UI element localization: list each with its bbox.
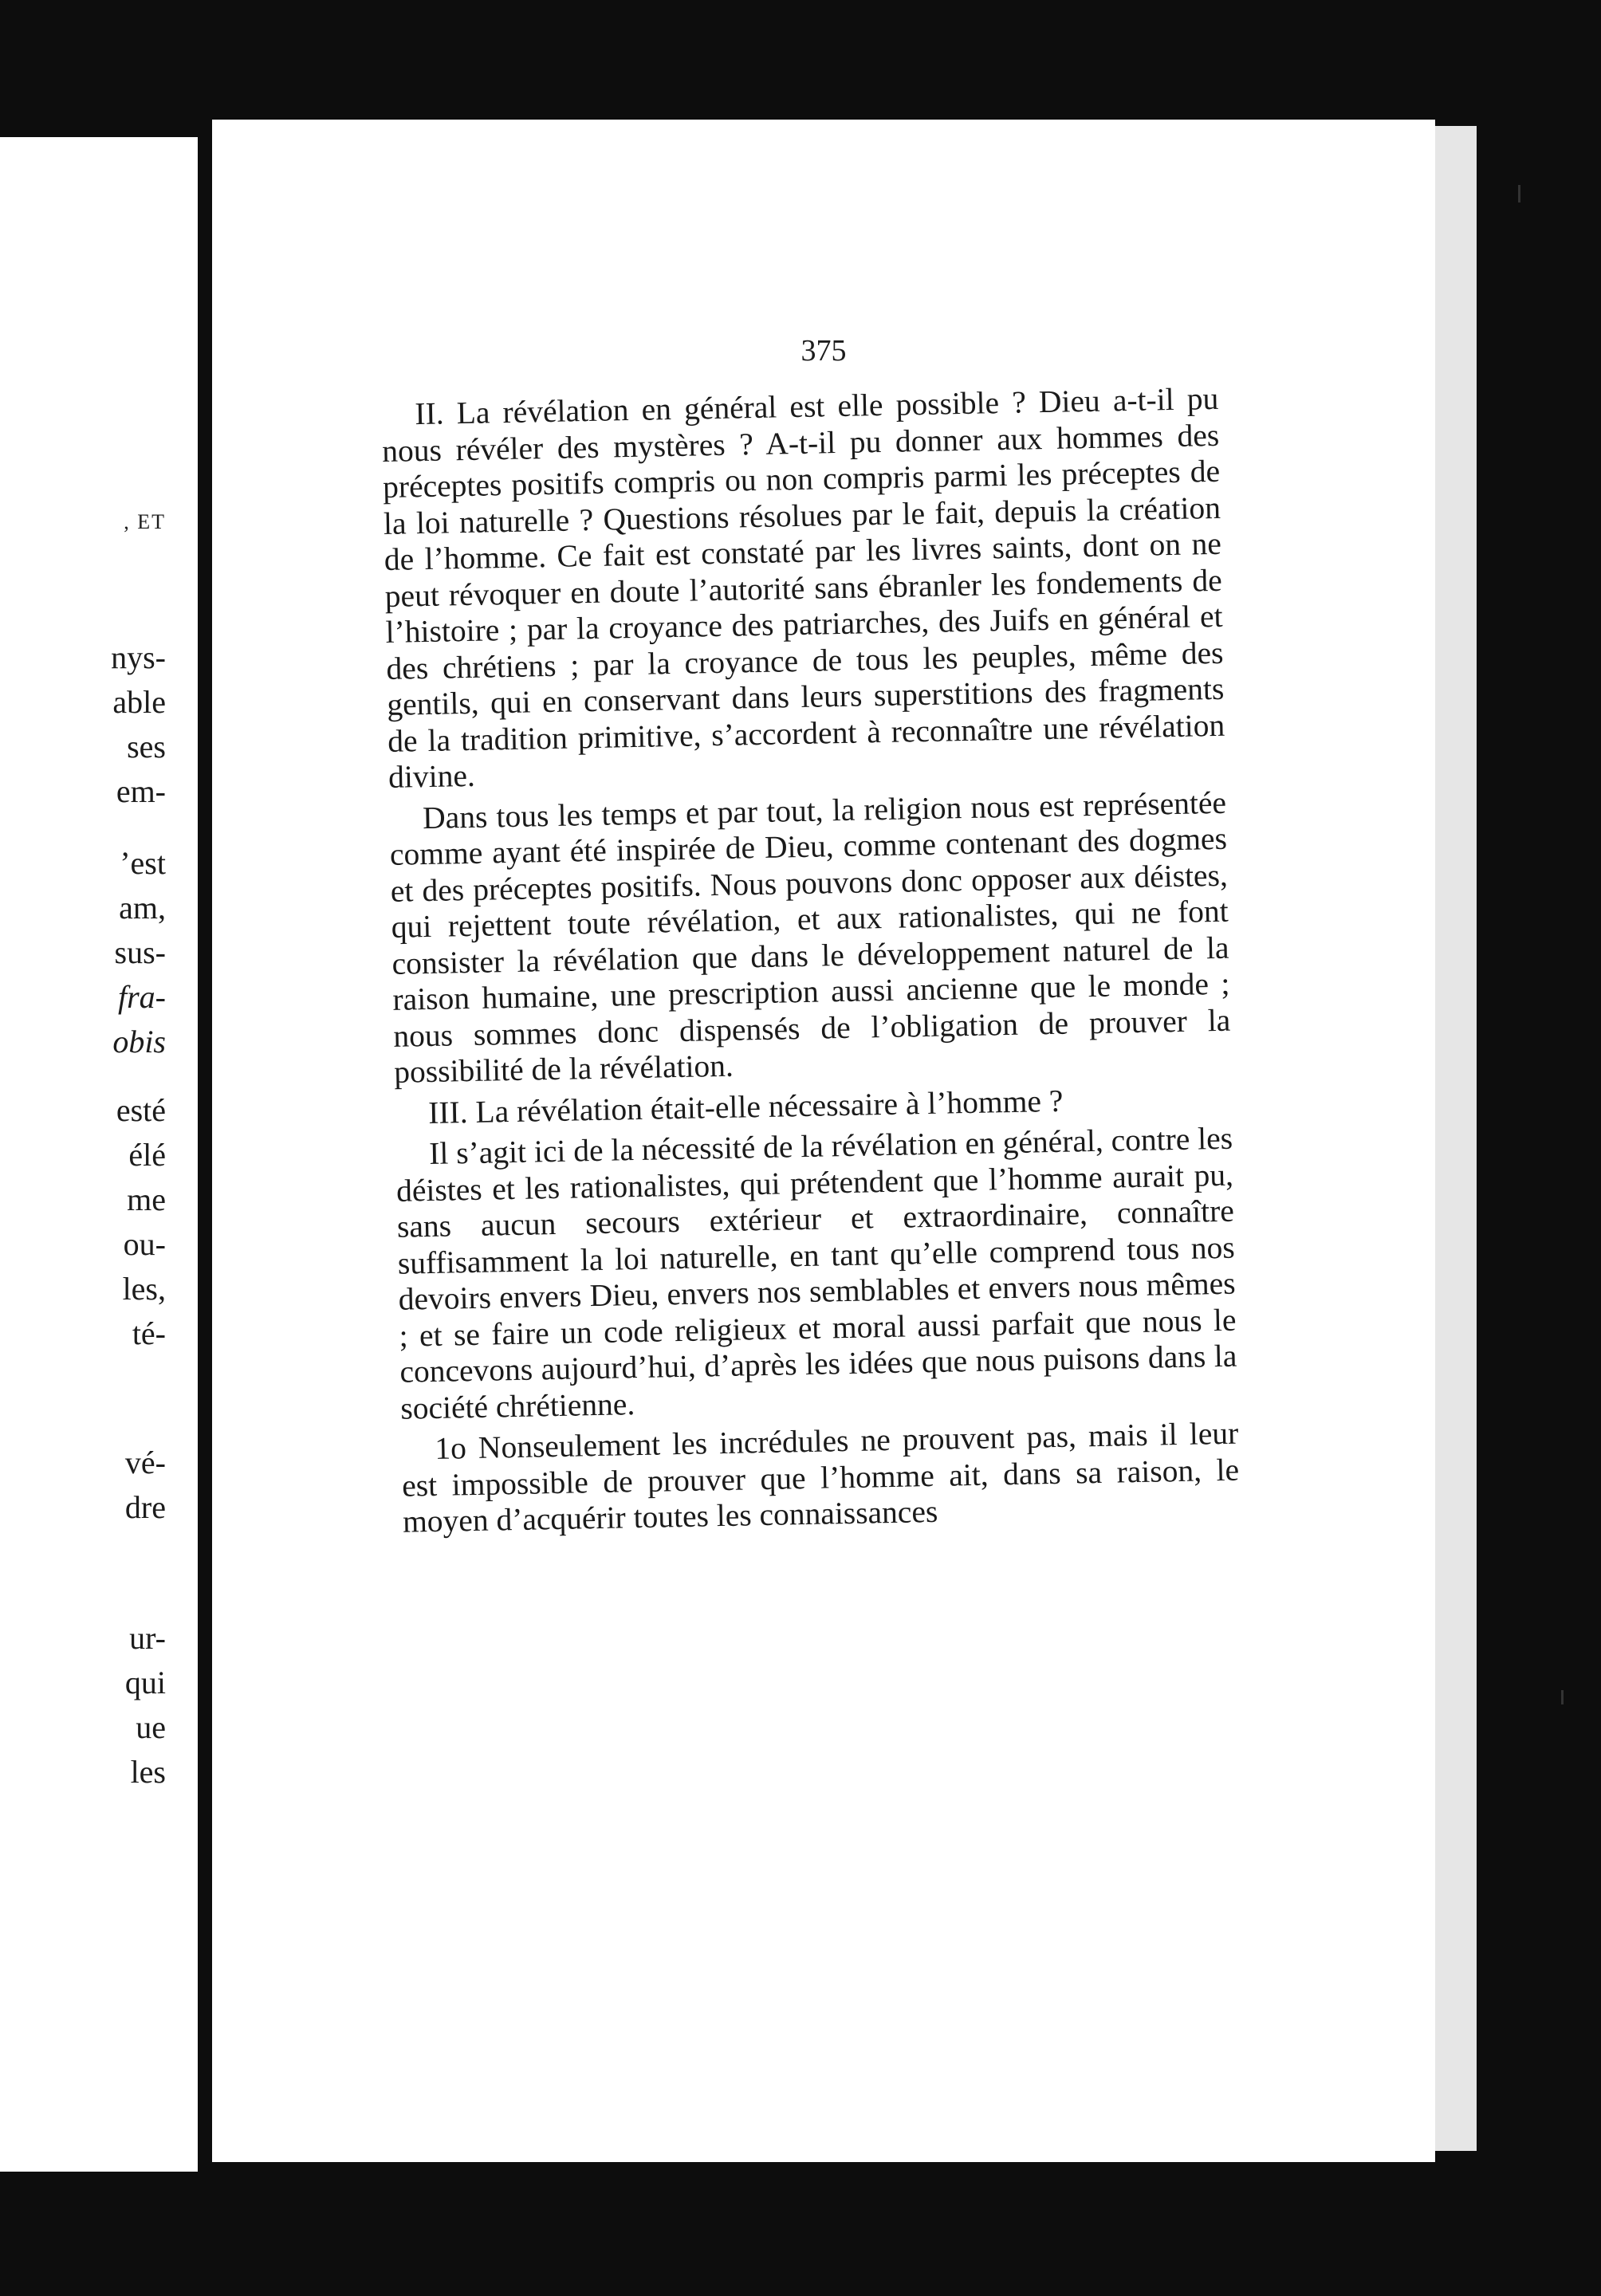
paragraph: III. La révélation était-elle nécessaire à l’homme ? <box>427 1083 1064 1130</box>
left-fragment: fra- <box>118 979 166 1015</box>
left-fragment: qui <box>124 1665 166 1700</box>
left-fragment: ou- <box>123 1226 166 1262</box>
left-page <box>0 137 198 2172</box>
left-fragment: am, <box>119 890 166 926</box>
left-fragment: obis <box>112 1024 166 1060</box>
left-fragment: , ET <box>124 510 166 533</box>
paragraph: II. La révélation en général est elle possible ? Dieu a-t-il pu nous révéler des mystères ? A-t-il pu donner aux hommes des préceptes positifs compris ou non compris parmi les préceptes de la loi naturelle ? Questions résolues par le fait, depuis la création de l’homme. Ce fait est constaté par les livres saints, dont on ne peut révoquer en doute l’autorité sans ébranler les fondements de l’histoire ; par la croyance des patriarches, des Juifs en général et des chrétiens ; par la croyance de tous les peuples, même des gentils, qui en conservant dans leurs superstitions des fragments de la tradition primitive, s’accordent à reconnaître une révélation divine. <box>381 380 1225 795</box>
left-fragment: able <box>112 684 166 720</box>
left-fragment: dre <box>124 1489 166 1525</box>
left-fragment: té- <box>132 1315 166 1351</box>
left-fragment: nys- <box>111 639 166 675</box>
left-fragment: vé- <box>124 1445 166 1480</box>
left-fragment: em- <box>116 773 166 809</box>
scan-mark <box>1561 1690 1564 1704</box>
left-fragment: les, <box>122 1271 166 1307</box>
body-text <box>381 381 1240 1540</box>
paragraph: 1o Nonseulement les incrédules ne prouvent pas, mais il leur est impossible de prouver que l’homme ait, dans sa raison, le moyen d’acquérir toutes les connaissances <box>401 1415 1240 1539</box>
page-stack-edge <box>1434 126 1477 2151</box>
left-fragment: esté <box>116 1092 166 1128</box>
left-fragment: ses <box>127 729 166 765</box>
paragraph: Dans tous les temps et par tout, la religion nous est représentée comme ayant été inspirée de Dieu, comme contenant des dogmes et des préceptes positifs. Nous pouvons donc opposer aux déistes, qui rejettent toute révélation, et aux rationalistes, qui ne font consister la révélation que dans le développement naturel de la raison humaine, une prescription aussi ancienne que le monde ; nous sommes donc dispensés de l’obligation de prouver la possibilité de la révélation. <box>389 784 1231 1090</box>
left-fragment: sus- <box>114 934 166 970</box>
page-number: 375 <box>800 334 847 368</box>
right-page <box>212 120 1435 2162</box>
left-fragment: ur- <box>129 1620 166 1656</box>
scan-mark <box>1518 185 1520 202</box>
paragraph: Il s’agit ici de la nécessité de la révélation en général, contre les déistes et les rationalistes, qui prétendent que l’homme aurait pu, sans aucun secours extérieur et extraordinaire, connaître suffisamment la loi naturelle, en tant qu’elle comprend tous nos devoirs envers Dieu, envers nos semblables et envers nous mêmes ; et se faire un code religieux et moral aussi parfait que nous le concevons aujourd’hui, d’après les idées que nous puisons dans la société chrétienne. <box>395 1120 1237 1426</box>
left-fragment: les <box>130 1754 166 1790</box>
left-fragment: ue <box>136 1709 166 1745</box>
left-fragment: me <box>127 1181 166 1217</box>
left-fragment: élé <box>128 1137 166 1173</box>
left-fragment: ’est <box>120 845 166 881</box>
